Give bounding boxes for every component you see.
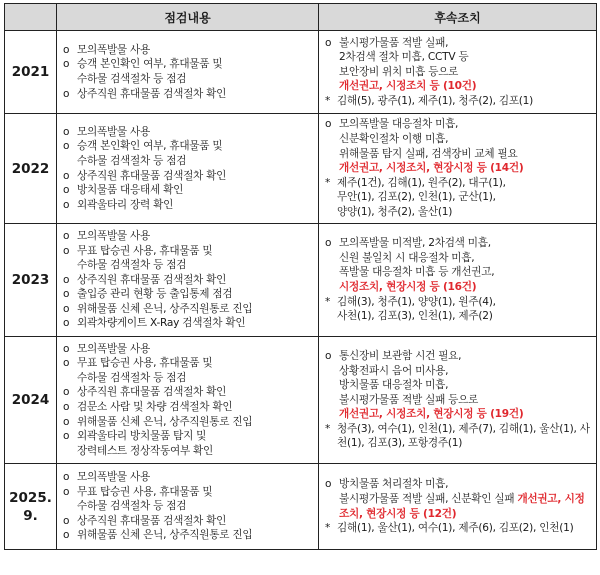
inspection-item-text: 위해물품 신체 은닉, 상주직원통로 진입 xyxy=(77,415,253,428)
bullet-icon: o xyxy=(63,273,70,286)
followup-item xyxy=(325,477,592,521)
followup-item xyxy=(325,349,592,422)
bullet-icon: o xyxy=(63,471,70,484)
table-header-row xyxy=(5,4,597,31)
bullet-icon: o xyxy=(63,342,70,355)
followup-note xyxy=(325,295,592,324)
inspection-table xyxy=(4,3,597,550)
inspection-item-text: 위해물품 신체 은닉, 상주직원통로 진입 xyxy=(77,302,253,315)
inspection-item xyxy=(63,385,314,400)
table-row xyxy=(5,31,597,114)
followup-note-text: 제주(1건), 김해(1), 원주(2), 대구(1), 무안(1), 김포(2), 인천(1), 군산(1), 양양(1), 청주(2), 울산(1) xyxy=(337,176,506,218)
inspection-item xyxy=(63,43,314,58)
bullet-icon: o xyxy=(63,198,70,211)
inspection-item-text: 모의폭발물 사용 xyxy=(77,229,151,242)
inspection-item-text: 외곽울타리 장력 확인 xyxy=(77,198,174,211)
bullet-icon: o xyxy=(63,401,70,413)
inspection-item-text: 승객 본인확인 여부, 휴대물품 및 수하물 검색절차 등 점검 xyxy=(77,140,223,167)
bullet-icon: o xyxy=(63,485,70,498)
bullet-icon: o xyxy=(63,514,70,527)
followup-text: 방치물품 처리절차 미흡, 불시평가물품 적발 실패, 신분확인 실패 xyxy=(339,478,515,505)
inspection-item xyxy=(63,125,314,140)
header-year xyxy=(5,4,57,31)
header-inspection: 점검내용 xyxy=(57,4,319,31)
year-cell: 2023 xyxy=(5,224,57,337)
inspection-item-text: 모의폭발물 사용 xyxy=(77,125,151,138)
bullet-icon: o xyxy=(63,43,70,56)
bullet-icon: o xyxy=(325,36,332,49)
inspection-item xyxy=(63,87,314,102)
bullet-icon: o xyxy=(63,58,70,71)
bullet-icon: o xyxy=(63,125,70,138)
inspection-item-text: 상주직원 휴대물품 검색절차 확인 xyxy=(77,273,227,286)
followup-body xyxy=(339,349,592,422)
asterisk-icon: * xyxy=(325,295,331,308)
followup-note xyxy=(325,94,592,109)
inspection-cell xyxy=(57,464,319,550)
inspection-item xyxy=(63,139,314,168)
inspection-item xyxy=(63,316,314,331)
asterisk-icon: * xyxy=(325,176,331,189)
year-cell: 2024 xyxy=(5,337,57,464)
year-cell: 2021 xyxy=(5,31,57,114)
asterisk-icon: * xyxy=(325,422,331,435)
inspection-item xyxy=(63,302,314,317)
inspection-item xyxy=(63,528,314,543)
year-cell: 2025. 9. xyxy=(5,464,57,550)
bullet-icon: o xyxy=(325,478,332,491)
bullet-icon: o xyxy=(63,386,70,399)
inspection-cell xyxy=(57,31,319,114)
inspection-item xyxy=(63,342,314,357)
asterisk-icon: * xyxy=(325,94,331,107)
inspection-cell xyxy=(57,224,319,337)
table-body xyxy=(5,31,597,550)
followup-text: 통신장비 보관함 시건 필요, 상황전파시 음어 미사용, 방치물품 대응절차 미흡, 불시평가물품 적발 실패 등으로 xyxy=(339,349,479,406)
table-row xyxy=(5,114,597,224)
followup-text: 모의폭발물 대응절차 미흡, 신분확인절차 이행 미흡, 위해물품 탐지 실패, 검색장비 교체 필요 xyxy=(339,118,518,160)
followup-cell xyxy=(319,224,597,337)
followup-note xyxy=(325,176,592,220)
inspection-item xyxy=(63,273,314,288)
bullet-icon: o xyxy=(63,302,70,315)
inspection-item-text: 모의폭발물 사용 xyxy=(77,342,151,355)
bullet-icon: o xyxy=(63,184,70,197)
inspection-item-text: 모의폭발물 사용 xyxy=(77,471,151,484)
inspection-item xyxy=(63,183,314,198)
inspection-item xyxy=(63,415,314,430)
followup-note-text: 청주(3), 여수(1), 인천(1), 제주(7), 김해(1), 울산(1), 사천(1), 김포(3), 포항경주(1) xyxy=(337,422,590,450)
bullet-icon: o xyxy=(325,349,332,362)
followup-action-count: 시정조치, 현장시정 등 (16건) xyxy=(339,281,477,293)
inspection-item-text: 검문소 사람 및 차량 검색절차 확인 xyxy=(77,401,233,413)
bullet-icon: o xyxy=(63,317,70,330)
followup-text: 모의폭발물 미적발, 2차검색 미흡, 신원 불일치 시 대응절차 미흡, 폭발물 대응절차 미흡 등 개선권고, xyxy=(339,237,495,279)
inspection-item xyxy=(63,198,314,213)
followup-cell xyxy=(319,337,597,464)
bullet-icon: o xyxy=(63,415,70,428)
inspection-cell xyxy=(57,114,319,224)
followup-text: 불시평가물품 적발 실패, 2차검색 절차 미흡, CCTV 등 보안장비 위치 미흡 등으로 xyxy=(339,36,469,78)
year-cell: 2022 xyxy=(5,114,57,224)
followup-note-text: 김해(1), 울산(1), 여수(1), 제주(6), 김포(2), 인천(1) xyxy=(337,522,574,535)
followup-note xyxy=(325,422,592,451)
inspection-cell xyxy=(57,337,319,464)
inspection-item-text: 위해물품 신체 은닉, 상주직원통로 진입 xyxy=(77,529,253,542)
followup-item xyxy=(325,36,592,94)
inspection-item xyxy=(63,514,314,529)
inspection-item-text: 상주직원 휴대물품 검색절차 확인 xyxy=(77,386,227,399)
inspection-item xyxy=(63,57,314,86)
inspection-item-text: 외곽울타리 방치물품 탐지 및 장력테스트 정상작동여부 확인 xyxy=(77,430,214,457)
followup-body xyxy=(339,477,592,521)
bullet-icon: o xyxy=(325,118,332,131)
followup-cell xyxy=(319,31,597,114)
inspection-item xyxy=(63,429,314,458)
bullet-icon: o xyxy=(63,244,70,257)
inspection-item-text: 방치물품 대응태세 확인 xyxy=(77,184,184,197)
inspection-item xyxy=(63,287,314,302)
followup-body xyxy=(339,117,592,175)
inspection-item xyxy=(63,485,314,514)
bullet-icon: o xyxy=(63,357,70,370)
followup-action-count: 개선권고, 시정조치, 현장시정 등 (14건) xyxy=(339,162,524,175)
table-row xyxy=(5,464,597,550)
followup-action-count: 개선권고, 시정조치 등 (10건) xyxy=(339,80,477,93)
bullet-icon: o xyxy=(63,169,70,182)
inspection-item-text: 외곽차량게이트 X-Ray 검색절차 확인 xyxy=(77,317,246,330)
inspection-item-text: 상주직원 휴대물품 검색절차 확인 xyxy=(77,169,227,182)
bullet-icon: o xyxy=(63,229,70,242)
followup-cell xyxy=(319,464,597,550)
followup-body xyxy=(339,236,592,294)
inspection-item-text: 모의폭발물 사용 xyxy=(77,43,151,56)
inspection-item-text: 승객 본인확인 여부, 휴대물품 및 수하물 검색절차 등 점검 xyxy=(77,58,223,85)
inspection-item xyxy=(63,229,314,244)
table-row xyxy=(5,337,597,464)
inspection-item-text: 출입증 관리 현황 등 출입통제 점검 xyxy=(77,288,233,301)
bullet-icon: o xyxy=(63,288,70,301)
followup-item xyxy=(325,236,592,294)
inspection-item-text: 무표 탑승권 사용, 휴대물품 및 수하물 검색절차 등 점검 xyxy=(77,485,213,513)
followup-note-text: 김해(5), 광주(1), 제주(1), 청주(2), 김포(1) xyxy=(337,94,534,107)
inspection-item-text: 상주직원 휴대물품 검색절차 확인 xyxy=(77,87,227,100)
bullet-icon: o xyxy=(63,140,70,153)
inspection-item-text: 상주직원 휴대물품 검색절차 확인 xyxy=(77,514,227,527)
inspection-item-text: 무표 탑승권 사용, 휴대물품 및 수하물 검색절차 등 점검 xyxy=(77,357,213,384)
asterisk-icon: * xyxy=(325,522,331,535)
table-row xyxy=(5,224,597,337)
inspection-item xyxy=(63,470,314,485)
followup-item xyxy=(325,117,592,175)
header-followup: 후속조치 xyxy=(319,4,597,31)
bullet-icon: o xyxy=(63,529,70,542)
followup-cell xyxy=(319,114,597,224)
inspection-item xyxy=(63,169,314,184)
inspection-item-text: 무표 탑승권 사용, 휴대물품 및 수하물 검색절차 등 점검 xyxy=(77,244,213,272)
inspection-item xyxy=(63,244,314,273)
followup-action-count: 개선권고, 시정조치, 현장시정 등 (12건) xyxy=(339,492,585,520)
followup-body xyxy=(339,36,592,94)
followup-note-text: 김해(3), 청주(1), 양양(1), 원주(4), 사천(1), 김포(3), 인천(1), 제주(2) xyxy=(337,295,496,323)
followup-action-count: 개선권고, 시정조치, 현장시정 등 (19건) xyxy=(339,408,524,421)
bullet-icon: o xyxy=(63,87,70,100)
inspection-item xyxy=(63,356,314,385)
bullet-icon: o xyxy=(63,430,70,443)
inspection-item xyxy=(63,400,314,415)
bullet-icon: o xyxy=(325,237,332,250)
followup-note xyxy=(325,521,592,536)
